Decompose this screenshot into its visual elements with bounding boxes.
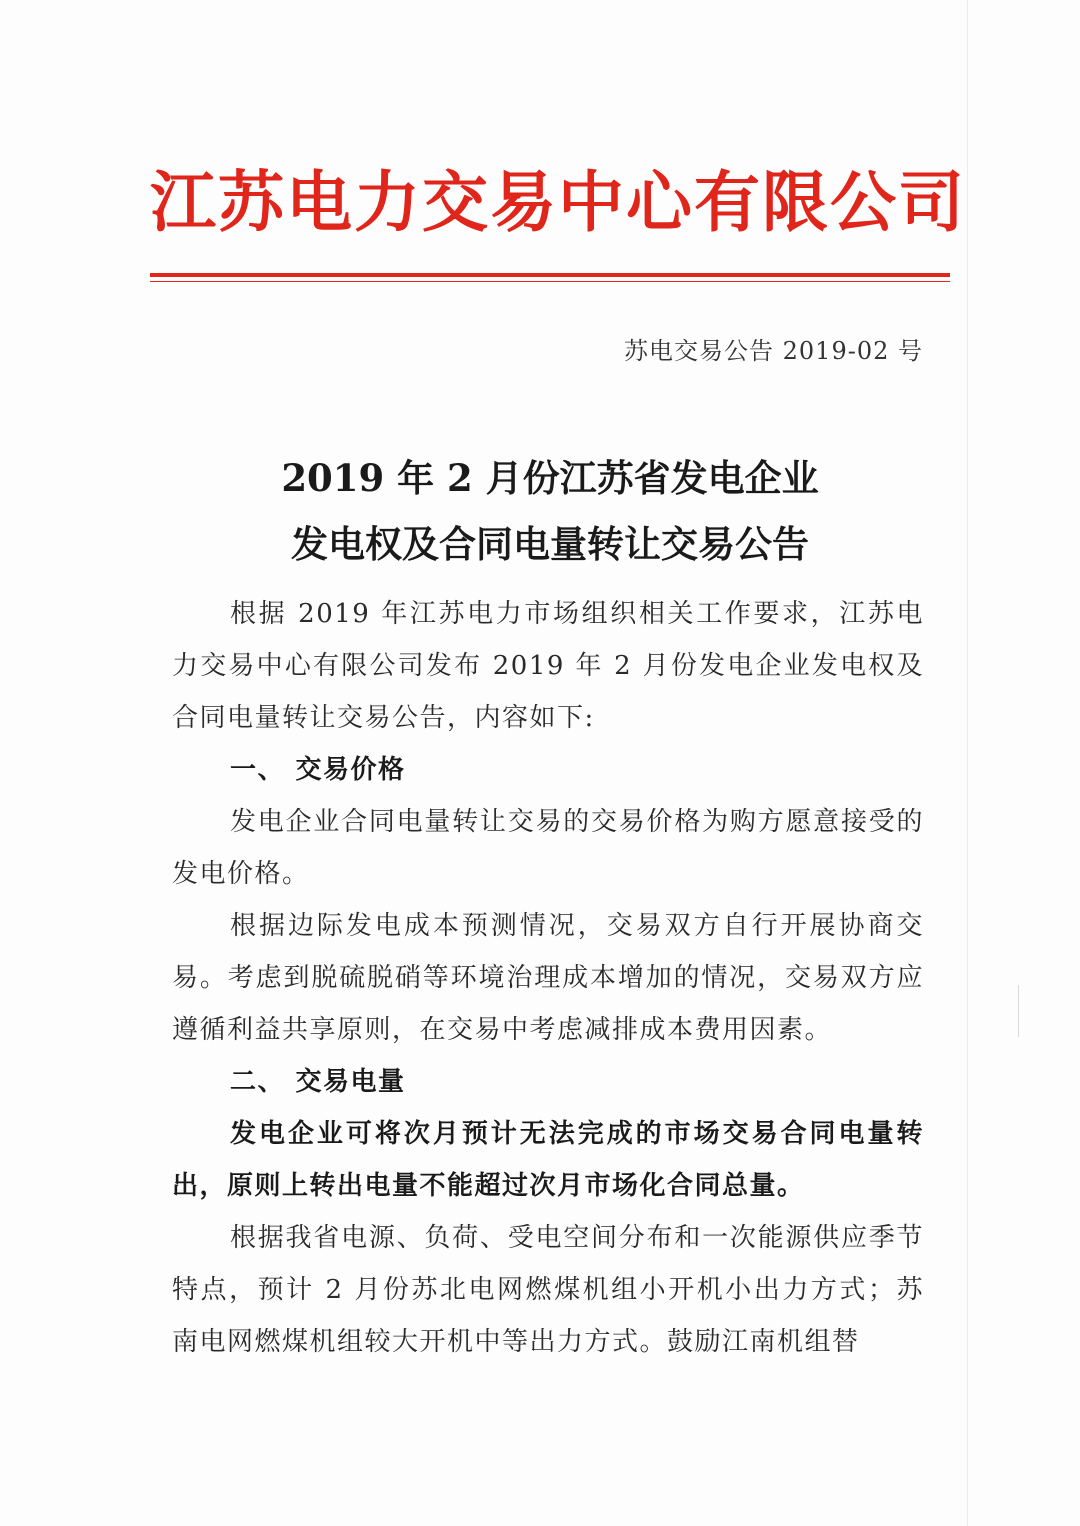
volume-rule-paragraph: 发电企业可将次月预计无法完成的市场交易合同电量转出，原则上转出电量不能超过次月市场化合同总量。 bbox=[172, 1119, 924, 1201]
document-number: 苏电交易公告 2019-02 号 bbox=[624, 337, 923, 365]
negotiation-paragraph: 根据边际发电成本预测情况，交易双方自行开展协商交易。考虑到脱硫脱硝等环境治理成本增加的情况，交易双方应遵循利益共享原则，在交易中考虑减排成本费用因素。 bbox=[172, 911, 924, 1045]
section-heading-volume: 二、 交易电量 bbox=[230, 1067, 406, 1097]
intro-paragraph: 根据 2019 年江苏电力市场组织相关工作要求，江苏电力交易中心有限公司发布 2019 年 2 月份发电企业发电权及合同电量转让交易公告，内容如下: bbox=[172, 599, 924, 733]
letterhead-rule-thick bbox=[150, 273, 950, 277]
document-title-line-2: 发电权及合同电量转让交易公告 bbox=[291, 522, 809, 566]
scan-mark bbox=[1018, 985, 1019, 1037]
page-edge-shadow bbox=[967, 0, 968, 1526]
letterhead-rule-thin bbox=[150, 281, 950, 282]
letterhead-org-name: 江苏电力交易中心有限公司 bbox=[150, 163, 966, 241]
document-title-line-1: 2019 年 2 月份江苏省发电企业 bbox=[281, 456, 819, 500]
section-heading-price: 一、 交易价格 bbox=[230, 755, 406, 785]
document-body bbox=[172, 588, 924, 1368]
grid-forecast-paragraph: 根据我省电源、负荷、受电空间分布和一次能源供应季节特点，预计 2 月份苏北电网燃煤机组小开机小出力方式；苏南电网燃煤机组较大开机中等出力方式。鼓励江南机组替 bbox=[172, 1223, 924, 1357]
price-paragraph: 发电企业合同电量转让交易的交易价格为购方愿意接受的发电价格。 bbox=[172, 807, 924, 889]
